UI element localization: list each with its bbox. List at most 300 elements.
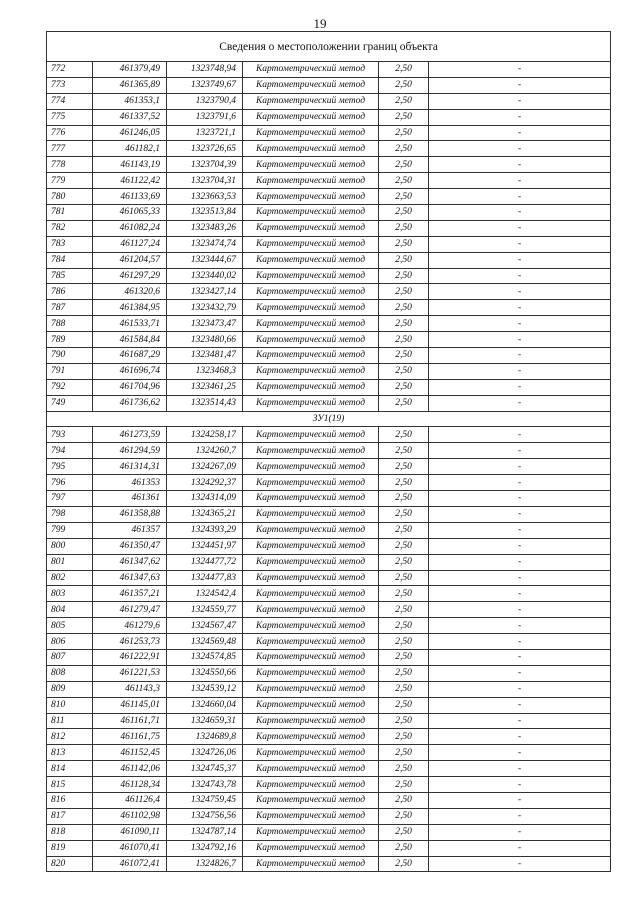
y-coordinate-cell: 1324539,12 <box>167 681 243 697</box>
y-coordinate-cell: 1324451,97 <box>167 538 243 554</box>
table-row <box>47 745 611 761</box>
table-row <box>47 554 611 570</box>
precision-cell: 2,50 <box>379 840 429 856</box>
method-cell: Картометрический метод <box>243 252 379 268</box>
x-coordinate-cell: 461161,71 <box>93 713 167 729</box>
table-row <box>47 427 611 443</box>
method-cell: Картометрический метод <box>243 602 379 618</box>
x-coordinate-cell: 461279,47 <box>93 602 167 618</box>
point-number-cell: 818 <box>47 824 93 840</box>
y-coordinate-cell: 1324559,77 <box>167 602 243 618</box>
precision-cell: 2,50 <box>379 173 429 189</box>
description-cell: - <box>429 808 611 824</box>
point-number-cell: 773 <box>47 77 93 93</box>
x-coordinate-cell: 461353,1 <box>93 93 167 109</box>
precision-cell: 2,50 <box>379 745 429 761</box>
method-cell: Картометрический метод <box>243 570 379 586</box>
description-cell: - <box>429 554 611 570</box>
table-row <box>47 268 611 284</box>
y-coordinate-cell: 1324756,56 <box>167 808 243 824</box>
point-number-cell: 817 <box>47 808 93 824</box>
x-coordinate-cell: 461090,11 <box>93 824 167 840</box>
method-cell: Картометрический метод <box>243 649 379 665</box>
table-row <box>47 141 611 157</box>
x-coordinate-cell: 461128,34 <box>93 777 167 793</box>
y-coordinate-cell: 1323749,67 <box>167 77 243 93</box>
method-cell: Картометрический метод <box>243 856 379 872</box>
method-cell: Картометрический метод <box>243 220 379 236</box>
precision-cell: 2,50 <box>379 443 429 459</box>
table-row <box>47 379 611 395</box>
point-number-cell: 792 <box>47 379 93 395</box>
x-coordinate-cell: 461353 <box>93 475 167 491</box>
point-number-cell: 800 <box>47 538 93 554</box>
method-cell: Картометрический метод <box>243 824 379 840</box>
table-row <box>47 824 611 840</box>
method-cell: Картометрический метод <box>243 284 379 300</box>
method-cell: Картометрический метод <box>243 348 379 364</box>
y-coordinate-cell: 1324745,37 <box>167 761 243 777</box>
x-coordinate-cell: 461687,29 <box>93 348 167 364</box>
method-cell: Картометрический метод <box>243 777 379 793</box>
y-coordinate-cell: 1323461,25 <box>167 379 243 395</box>
precision-cell: 2,50 <box>379 522 429 538</box>
x-coordinate-cell: 461222,91 <box>93 649 167 665</box>
y-coordinate-cell: 1323481,47 <box>167 348 243 364</box>
description-cell: - <box>429 284 611 300</box>
x-coordinate-cell: 461696,74 <box>93 363 167 379</box>
point-number-cell: 797 <box>47 491 93 507</box>
point-number-cell: 812 <box>47 729 93 745</box>
method-cell: Картометрический метод <box>243 141 379 157</box>
description-cell: - <box>429 491 611 507</box>
point-number-cell: 783 <box>47 236 93 252</box>
table-row <box>47 634 611 650</box>
x-coordinate-cell: 461297,29 <box>93 268 167 284</box>
section-label: ЗУ1(19) <box>47 411 611 427</box>
table-row <box>47 491 611 507</box>
precision-cell: 2,50 <box>379 697 429 713</box>
table-row <box>47 300 611 316</box>
description-cell: - <box>429 395 611 411</box>
table-row <box>47 856 611 872</box>
x-coordinate-cell: 461273,59 <box>93 427 167 443</box>
x-coordinate-cell: 461065,33 <box>93 205 167 221</box>
table-row <box>47 109 611 125</box>
y-coordinate-cell: 1324689,8 <box>167 729 243 745</box>
y-coordinate-cell: 1324365,21 <box>167 506 243 522</box>
precision-cell: 2,50 <box>379 395 429 411</box>
x-coordinate-cell: 461314,31 <box>93 459 167 475</box>
point-number-cell: 749 <box>47 395 93 411</box>
y-coordinate-cell: 1323514,43 <box>167 395 243 411</box>
description-cell: - <box>429 93 611 109</box>
y-coordinate-cell: 1323663,53 <box>167 189 243 205</box>
point-number-cell: 802 <box>47 570 93 586</box>
table-title: Сведения о местоположении границ объекта <box>47 32 611 62</box>
precision-cell: 2,50 <box>379 93 429 109</box>
table-row <box>47 316 611 332</box>
point-number-cell: 788 <box>47 316 93 332</box>
description-cell: - <box>429 745 611 761</box>
y-coordinate-cell: 1324393,29 <box>167 522 243 538</box>
point-number-cell: 782 <box>47 220 93 236</box>
method-cell: Картометрический метод <box>243 395 379 411</box>
precision-cell: 2,50 <box>379 554 429 570</box>
method-cell: Картометрический метод <box>243 618 379 634</box>
method-cell: Картометрический метод <box>243 427 379 443</box>
y-coordinate-cell: 1323790,4 <box>167 93 243 109</box>
description-cell: - <box>429 538 611 554</box>
y-coordinate-cell: 1323444,67 <box>167 252 243 268</box>
precision-cell: 2,50 <box>379 792 429 808</box>
point-number-cell: 807 <box>47 649 93 665</box>
method-cell: Картометрический метод <box>243 681 379 697</box>
description-cell: - <box>429 173 611 189</box>
x-coordinate-cell: 461145,01 <box>93 697 167 713</box>
method-cell: Картометрический метод <box>243 205 379 221</box>
precision-cell: 2,50 <box>379 348 429 364</box>
point-number-cell: 779 <box>47 173 93 189</box>
method-cell: Картометрический метод <box>243 443 379 459</box>
y-coordinate-cell: 1323440,02 <box>167 268 243 284</box>
point-number-cell: 794 <box>47 443 93 459</box>
point-number-cell: 811 <box>47 713 93 729</box>
y-coordinate-cell: 1323427,14 <box>167 284 243 300</box>
description-cell: - <box>429 506 611 522</box>
point-number-cell: 803 <box>47 586 93 602</box>
table-row <box>47 475 611 491</box>
precision-cell: 2,50 <box>379 856 429 872</box>
precision-cell: 2,50 <box>379 427 429 443</box>
point-number-cell: 780 <box>47 189 93 205</box>
precision-cell: 2,50 <box>379 475 429 491</box>
precision-cell: 2,50 <box>379 634 429 650</box>
y-coordinate-cell: 1323473,47 <box>167 316 243 332</box>
table-row <box>47 538 611 554</box>
table-row <box>47 205 611 221</box>
y-coordinate-cell: 1323791,6 <box>167 109 243 125</box>
x-coordinate-cell: 461358,88 <box>93 506 167 522</box>
boundary-table <box>46 31 611 872</box>
point-number-cell: 810 <box>47 697 93 713</box>
table-row <box>47 220 611 236</box>
description-cell: - <box>429 761 611 777</box>
description-cell: - <box>429 141 611 157</box>
page-number: 19 <box>313 16 327 31</box>
precision-cell: 2,50 <box>379 649 429 665</box>
x-coordinate-cell: 461142,06 <box>93 761 167 777</box>
method-cell: Картометрический метод <box>243 475 379 491</box>
y-coordinate-cell: 1324567,47 <box>167 618 243 634</box>
x-coordinate-cell: 461279,6 <box>93 618 167 634</box>
x-coordinate-cell: 461736,62 <box>93 395 167 411</box>
description-cell: - <box>429 316 611 332</box>
description-cell: - <box>429 649 611 665</box>
precision-cell: 2,50 <box>379 808 429 824</box>
point-number-cell: 816 <box>47 792 93 808</box>
point-number-cell: 820 <box>47 856 93 872</box>
y-coordinate-cell: 1323726,65 <box>167 141 243 157</box>
precision-cell: 2,50 <box>379 157 429 173</box>
precision-cell: 2,50 <box>379 77 429 93</box>
x-coordinate-cell: 461253,73 <box>93 634 167 650</box>
x-coordinate-cell: 461365,89 <box>93 77 167 93</box>
method-cell: Картометрический метод <box>243 316 379 332</box>
description-cell: - <box>429 363 611 379</box>
section-row <box>47 411 611 427</box>
y-coordinate-cell: 1323704,39 <box>167 157 243 173</box>
description-cell: - <box>429 236 611 252</box>
x-coordinate-cell: 461161,75 <box>93 729 167 745</box>
y-coordinate-cell: 1324542,4 <box>167 586 243 602</box>
method-cell: Картометрический метод <box>243 77 379 93</box>
description-cell: - <box>429 697 611 713</box>
table-row <box>47 363 611 379</box>
precision-cell: 2,50 <box>379 586 429 602</box>
precision-cell: 2,50 <box>379 109 429 125</box>
y-coordinate-cell: 1324477,72 <box>167 554 243 570</box>
description-cell: - <box>429 570 611 586</box>
x-coordinate-cell: 461357 <box>93 522 167 538</box>
precision-cell: 2,50 <box>379 300 429 316</box>
precision-cell: 2,50 <box>379 62 429 78</box>
method-cell: Картометрический метод <box>243 840 379 856</box>
y-coordinate-cell: 1323513,84 <box>167 205 243 221</box>
description-cell: - <box>429 252 611 268</box>
table-row <box>47 173 611 189</box>
y-coordinate-cell: 1323474,74 <box>167 236 243 252</box>
description-cell: - <box>429 125 611 141</box>
precision-cell: 2,50 <box>379 379 429 395</box>
table-row <box>47 665 611 681</box>
y-coordinate-cell: 1324477,83 <box>167 570 243 586</box>
table-row <box>47 570 611 586</box>
y-coordinate-cell: 1324292,37 <box>167 475 243 491</box>
precision-cell: 2,50 <box>379 205 429 221</box>
description-cell: - <box>429 77 611 93</box>
point-number-cell: 787 <box>47 300 93 316</box>
precision-cell: 2,50 <box>379 252 429 268</box>
point-number-cell: 809 <box>47 681 93 697</box>
x-coordinate-cell: 461361 <box>93 491 167 507</box>
x-coordinate-cell: 461384,95 <box>93 300 167 316</box>
description-cell: - <box>429 840 611 856</box>
table-row <box>47 777 611 793</box>
point-number-cell: 785 <box>47 268 93 284</box>
method-cell: Картометрический метод <box>243 300 379 316</box>
point-number-cell: 791 <box>47 363 93 379</box>
method-cell: Картометрический метод <box>243 634 379 650</box>
method-cell: Картометрический метод <box>243 379 379 395</box>
description-cell: - <box>429 348 611 364</box>
table-row <box>47 602 611 618</box>
description-cell: - <box>429 681 611 697</box>
x-coordinate-cell: 461152,45 <box>93 745 167 761</box>
point-number-cell: 806 <box>47 634 93 650</box>
y-coordinate-cell: 1323748,94 <box>167 62 243 78</box>
description-cell: - <box>429 475 611 491</box>
method-cell: Картометрический метод <box>243 173 379 189</box>
description-cell: - <box>429 459 611 475</box>
point-number-cell: 774 <box>47 93 93 109</box>
description-cell: - <box>429 62 611 78</box>
table-row <box>47 681 611 697</box>
point-number-cell: 790 <box>47 348 93 364</box>
table-row <box>47 697 611 713</box>
precision-cell: 2,50 <box>379 506 429 522</box>
table-row <box>47 252 611 268</box>
point-number-cell: 804 <box>47 602 93 618</box>
precision-cell: 2,50 <box>379 363 429 379</box>
table-row <box>47 395 611 411</box>
method-cell: Картометрический метод <box>243 792 379 808</box>
method-cell: Картометрический метод <box>243 268 379 284</box>
x-coordinate-cell: 461127,24 <box>93 236 167 252</box>
precision-cell: 2,50 <box>379 459 429 475</box>
point-number-cell: 813 <box>47 745 93 761</box>
description-cell: - <box>429 443 611 459</box>
description-cell: - <box>429 300 611 316</box>
method-cell: Картометрический метод <box>243 522 379 538</box>
y-coordinate-cell: 1324759,45 <box>167 792 243 808</box>
y-coordinate-cell: 1323480,66 <box>167 332 243 348</box>
table-row <box>47 77 611 93</box>
method-cell: Картометрический метод <box>243 554 379 570</box>
method-cell: Картометрический метод <box>243 363 379 379</box>
y-coordinate-cell: 1324550,66 <box>167 665 243 681</box>
x-coordinate-cell: 461204,57 <box>93 252 167 268</box>
x-coordinate-cell: 461143,3 <box>93 681 167 697</box>
method-cell: Картометрический метод <box>243 491 379 507</box>
point-number-cell: 778 <box>47 157 93 173</box>
point-number-cell: 781 <box>47 205 93 221</box>
precision-cell: 2,50 <box>379 491 429 507</box>
table-row <box>47 761 611 777</box>
precision-cell: 2,50 <box>379 618 429 634</box>
table-row <box>47 348 611 364</box>
table-row <box>47 157 611 173</box>
method-cell: Картометрический метод <box>243 506 379 522</box>
point-number-cell: 815 <box>47 777 93 793</box>
table-row <box>47 236 611 252</box>
description-cell: - <box>429 729 611 745</box>
x-coordinate-cell: 461357,21 <box>93 586 167 602</box>
table-row <box>47 189 611 205</box>
x-coordinate-cell: 461533,71 <box>93 316 167 332</box>
x-coordinate-cell: 461122,42 <box>93 173 167 189</box>
point-number-cell: 795 <box>47 459 93 475</box>
precision-cell: 2,50 <box>379 284 429 300</box>
precision-cell: 2,50 <box>379 602 429 618</box>
method-cell: Картометрический метод <box>243 665 379 681</box>
y-coordinate-cell: 1324659,31 <box>167 713 243 729</box>
method-cell: Картометрический метод <box>243 586 379 602</box>
description-cell: - <box>429 427 611 443</box>
method-cell: Картометрический метод <box>243 538 379 554</box>
table-row <box>47 443 611 459</box>
y-coordinate-cell: 1324569,48 <box>167 634 243 650</box>
point-number-cell: 796 <box>47 475 93 491</box>
y-coordinate-cell: 1324826,7 <box>167 856 243 872</box>
point-number-cell: 801 <box>47 554 93 570</box>
point-number-cell: 814 <box>47 761 93 777</box>
precision-cell: 2,50 <box>379 220 429 236</box>
x-coordinate-cell: 461102,98 <box>93 808 167 824</box>
method-cell: Картометрический метод <box>243 459 379 475</box>
table-row <box>47 808 611 824</box>
point-number-cell: 805 <box>47 618 93 634</box>
x-coordinate-cell: 461221,53 <box>93 665 167 681</box>
y-coordinate-cell: 1324787,14 <box>167 824 243 840</box>
y-coordinate-cell: 1323721,1 <box>167 125 243 141</box>
description-cell: - <box>429 379 611 395</box>
precision-cell: 2,50 <box>379 189 429 205</box>
description-cell: - <box>429 824 611 840</box>
precision-cell: 2,50 <box>379 125 429 141</box>
point-number-cell: 799 <box>47 522 93 538</box>
x-coordinate-cell: 461072,41 <box>93 856 167 872</box>
precision-cell: 2,50 <box>379 761 429 777</box>
x-coordinate-cell: 461082,24 <box>93 220 167 236</box>
y-coordinate-cell: 1323704,31 <box>167 173 243 189</box>
method-cell: Картометрический метод <box>243 808 379 824</box>
x-coordinate-cell: 461347,62 <box>93 554 167 570</box>
method-cell: Картометрический метод <box>243 745 379 761</box>
x-coordinate-cell: 461294,59 <box>93 443 167 459</box>
precision-cell: 2,50 <box>379 268 429 284</box>
y-coordinate-cell: 1324260,7 <box>167 443 243 459</box>
description-cell: - <box>429 792 611 808</box>
description-cell: - <box>429 268 611 284</box>
method-cell: Картометрический метод <box>243 189 379 205</box>
table-row <box>47 649 611 665</box>
description-cell: - <box>429 205 611 221</box>
precision-cell: 2,50 <box>379 681 429 697</box>
precision-cell: 2,50 <box>379 777 429 793</box>
y-coordinate-cell: 1324314,09 <box>167 491 243 507</box>
description-cell: - <box>429 157 611 173</box>
y-coordinate-cell: 1324792,16 <box>167 840 243 856</box>
y-coordinate-cell: 1324258,17 <box>167 427 243 443</box>
table-row <box>47 62 611 78</box>
x-coordinate-cell: 461070,41 <box>93 840 167 856</box>
precision-cell: 2,50 <box>379 824 429 840</box>
table-row <box>47 729 611 745</box>
method-cell: Картометрический метод <box>243 125 379 141</box>
table-row <box>47 332 611 348</box>
table-row <box>47 840 611 856</box>
table-row <box>47 713 611 729</box>
y-coordinate-cell: 1323483,26 <box>167 220 243 236</box>
y-coordinate-cell: 1324743,78 <box>167 777 243 793</box>
point-number-cell: 793 <box>47 427 93 443</box>
precision-cell: 2,50 <box>379 538 429 554</box>
table-row <box>47 792 611 808</box>
description-cell: - <box>429 665 611 681</box>
precision-cell: 2,50 <box>379 236 429 252</box>
x-coordinate-cell: 461347,63 <box>93 570 167 586</box>
x-coordinate-cell: 461320,6 <box>93 284 167 300</box>
description-cell: - <box>429 522 611 538</box>
description-cell: - <box>429 109 611 125</box>
description-cell: - <box>429 602 611 618</box>
method-cell: Картометрический метод <box>243 761 379 777</box>
precision-cell: 2,50 <box>379 665 429 681</box>
y-coordinate-cell: 1324726,06 <box>167 745 243 761</box>
description-cell: - <box>429 189 611 205</box>
x-coordinate-cell: 461704,96 <box>93 379 167 395</box>
